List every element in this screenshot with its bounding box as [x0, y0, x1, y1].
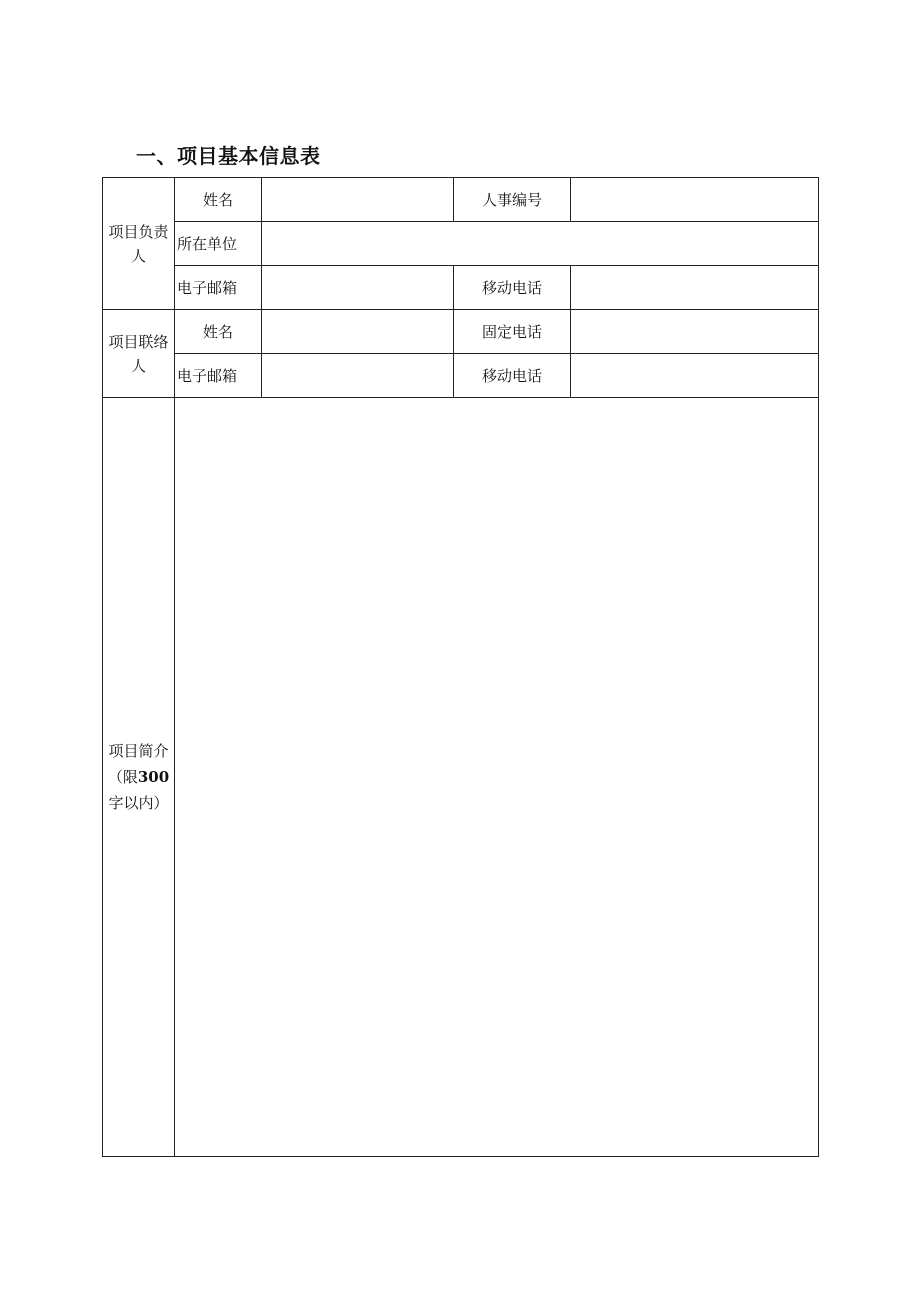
intro-row: [103, 398, 819, 1157]
leader-group-label: 项目负责人: [103, 178, 175, 310]
intro-label-line2-prefix: （限: [107, 768, 138, 786]
contact-row-name: [103, 310, 819, 354]
contact-mobile-label: 移动电话: [454, 354, 571, 398]
contact-mobile-field[interactable]: [571, 354, 819, 398]
leader-row-email: [103, 266, 819, 310]
leader-name-field[interactable]: [262, 178, 454, 222]
leader-row-name: [103, 178, 819, 222]
intro-label-limit: 300: [137, 768, 170, 786]
contact-name-label: 姓名: [175, 310, 262, 354]
contact-email-label: 电子邮箱: [175, 354, 262, 398]
leader-staff-id-field[interactable]: [571, 178, 819, 222]
intro-field[interactable]: [175, 398, 819, 1157]
leader-unit-label: 所在单位: [175, 222, 262, 266]
contact-phone-field[interactable]: [571, 310, 819, 354]
leader-mobile-field[interactable]: [571, 266, 819, 310]
leader-name-label: 姓名: [175, 178, 262, 222]
contact-phone-label: 固定电话: [454, 310, 571, 354]
contact-group-label: 项目联络人: [103, 310, 175, 398]
leader-staff-id-label: 人事编号: [454, 178, 571, 222]
contact-email-field[interactable]: [262, 354, 454, 398]
project-info-table: [102, 177, 819, 1157]
leader-email-label: 电子邮箱: [175, 266, 262, 310]
leader-row-unit: [103, 222, 819, 266]
intro-label-cell: [103, 398, 175, 1157]
leader-unit-field[interactable]: [262, 222, 819, 266]
contact-name-field[interactable]: [262, 310, 454, 354]
intro-label-line3: 字以内）: [108, 794, 169, 812]
leader-mobile-label: 移动电话: [454, 266, 571, 310]
intro-label-line1: 项目简介: [108, 742, 169, 760]
contact-row-email: [103, 354, 819, 398]
leader-email-field[interactable]: [262, 266, 454, 310]
page-title: 一、项目基本信息表: [136, 144, 321, 168]
intro-label: [108, 738, 169, 816]
